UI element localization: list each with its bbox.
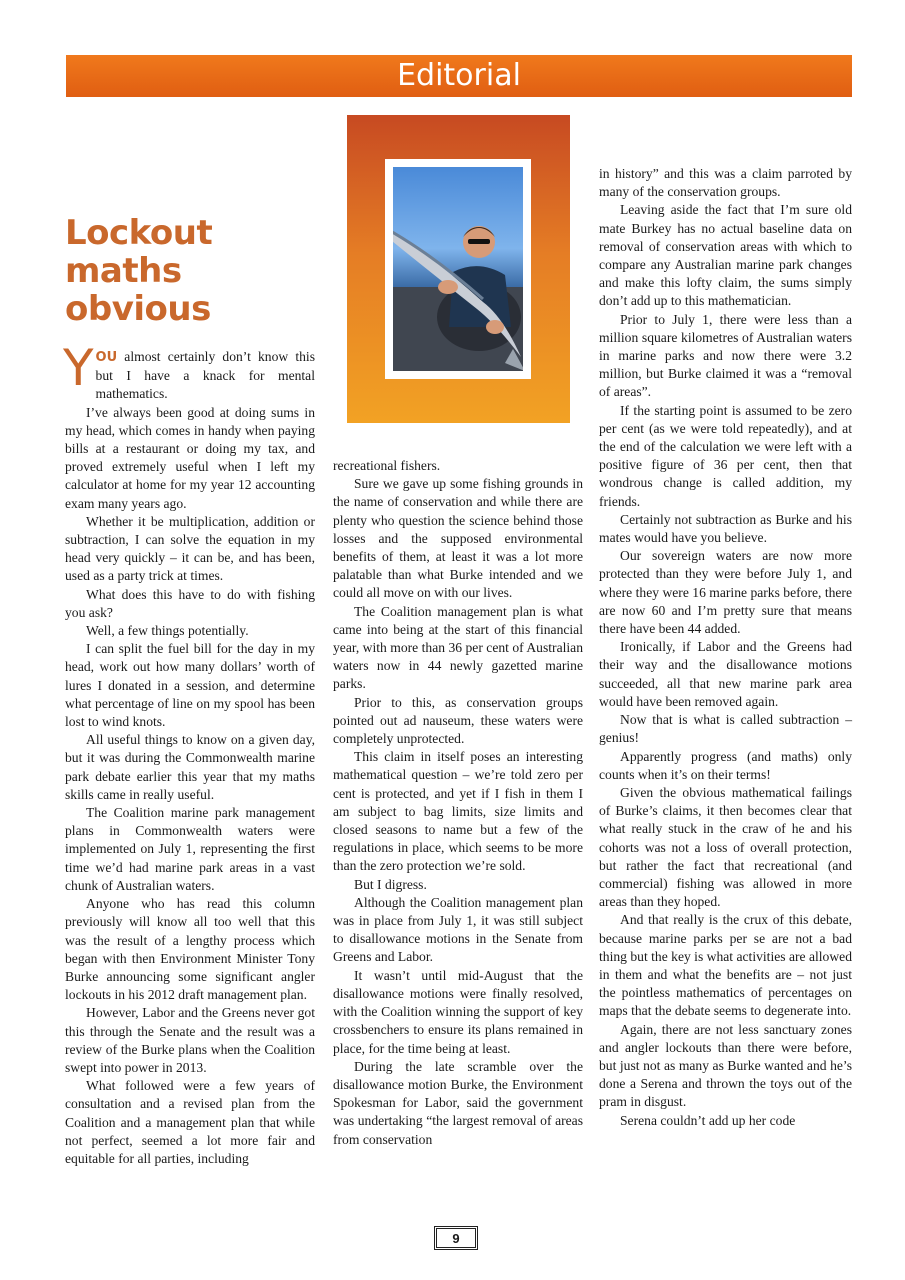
article-paragraph: But I digress.: [354, 876, 427, 892]
article-paragraph: What followed were a few years of consultation and a revised plan from the Coalition and a management plan that while not perfect, seemed a lot more fair and equitable for all parties, including: [65, 1078, 315, 1166]
article-paragraph: Sure we gave up some fishing grounds in the name of conservation and while there are plenty who question the science behind those losses and the supposed environmental benefits of them, at least it was a lot more palatable than what Burke intended and we could all move on with our lives.: [333, 476, 583, 601]
article-paragraph: I can split the fuel bill for the day in my head, work out how many dollars’ worth of lures I donated in a session, and determine what percentage of line on my spool has been lost to wind knots.: [65, 641, 315, 730]
article-paragraph: Serena couldn’t add up her code: [620, 1112, 796, 1128]
headline-line: obvious: [65, 289, 211, 329]
article-paragraph: All useful things to know on a given day, but it was during the Commonwealth marine park debate earlier this year that my maths skills came in really useful.: [65, 732, 315, 802]
article-paragraph: in history” and this was a claim parroted by many of the conservation groups.: [599, 166, 852, 200]
article-paragraph: During the late scramble over the disallowance motion Burke, the Environment Spokesman for Labor, said the government was undertaking “the largest removal of areas from conservation: [333, 1058, 583, 1147]
article-paragraph: Given the obvious mathematical failings of Burke’s claims, it then becomes clear that what really stuck in the craw of he and his cohorts was not a loss of overall protection, but rather the fact that recreational (and commercial) fishing was allowed in more areas than they hoped.: [599, 784, 852, 910]
article-column-1: [63, 339, 315, 1168]
article-paragraph: Again, there are not less sanctuary zones and angler lockouts than there were before, but just not as many as Burke wanted and he’s done a Serena and thrown the toys out of the pram in disgust.: [599, 1021, 852, 1110]
article-paragraph: Although the Coalition management plan was in place from July 1, it was still subject to disallowance motions in the Senate from Greens and Labor.: [333, 894, 583, 965]
article-paragraph: Prior to this, as conservation groups pointed out ad nauseum, these waters were completely unprotected.: [333, 694, 583, 747]
article-column-3: [599, 165, 852, 1130]
article-paragraph: Anyone who has read this column previously will know all too well that this was the result of a lengthy process which began with then Environment Minister Tony Burke announcing some significant angler lockouts in his 2012 draft management plan.: [65, 896, 315, 1003]
photo-illustration-icon: [393, 167, 523, 371]
article-paragraph: What does this have to do with fishing you ask?: [65, 586, 315, 620]
page-number: 9: [436, 1228, 476, 1248]
article-paragraph: Our sovereign waters are now more protected than they were before July 1, and where they were 16 marine parks before, there are now 60 and I’m pretty sure that means there have been 44 added.: [599, 548, 852, 637]
article-paragraph: Apparently progress (and maths) only counts when it’s on their terms!: [599, 748, 852, 782]
article-paragraph: If the starting point is assumed to be zero per cent (as we were told repeatedly), and at the end of the calculation we were left with a positive figure of 36 per cent, then that wondrous change is called addition, my friends.: [599, 402, 852, 509]
article-paragraph: The Coalition marine park management plans in Commonwealth waters were implemented on July 1, representing the first time we’d had marine park areas in a vast chunk of Australian waters.: [65, 805, 315, 893]
article-paragraph: Leaving aside the fact that I’m sure old mate Burkey has no actual baseline data on removal of conservation areas with which to compare any Australian marine park changes and make this lofty claim, the sums simply don’t add up to this mathematician.: [599, 202, 852, 309]
article-paragraph: And that really is the crux of this debate, because marine parks per se are not a bad thing but the key is what activities are allowed in them and what the benefits are – not just the pointless mathematics of percentages on maps that the debate seems to degenerate into.: [599, 912, 852, 1019]
article-paragraph: recreational fishers.: [333, 458, 441, 473]
article-paragraph: This claim in itself poses an interesting mathematical question – we’re told zero per cent is protected, and yet if I fish in them I am subject to bag limits, size limits and closed seasons to name but a few of the regulations in place, which seems to be more than the zero protection we’re sold.: [333, 749, 583, 874]
angler-with-fish-photo: [393, 167, 523, 371]
article-paragraph: Whether it be multiplication, addition or subtraction, I can solve the equation in my head very quickly – it can be, and has been, used as a party trick at times.: [65, 513, 315, 584]
article-column-2: [333, 457, 583, 1149]
article-paragraph: Now that is what is called subtraction – genius!: [599, 712, 852, 746]
article-paragraph: Prior to July 1, there were less than a million square kilometres of Australian waters in marine parks and now there were 3.2 million, but Burke claimed it was a “removal of areas”.: [599, 311, 852, 400]
section-title: Editorial: [397, 58, 521, 93]
drop-cap: Y: [63, 339, 94, 397]
article-paragraph: YOU almost certainly don’t know this but I have a knack for mental mathematics.: [63, 339, 315, 402]
article-paragraph: However, Labor and the Greens never got this through the Senate and the result was a review of the Burke plans when the Coalition swept into power in 2013.: [65, 1005, 315, 1075]
headline-line: maths: [65, 251, 182, 291]
page-number-box: [434, 1226, 478, 1250]
photo-frame: [347, 115, 570, 423]
section-banner: [66, 55, 852, 97]
photo-border: [385, 159, 531, 379]
article-paragraph: The Coalition management plan is what came into being at the start of this financial year, with more than 36 per cent of Australian waters now in 44 newly gazetted marine parks.: [333, 603, 583, 692]
article-headline: [65, 214, 315, 328]
article-paragraph: Well, a few things potentially.: [86, 623, 249, 639]
article-paragraph: It wasn’t until mid-August that the disallowance motions were finally resolved, with the Coalition winning the support of key crossbenchers to ensure its plans remained in place, for the time being at least.: [333, 967, 583, 1056]
article-paragraph: Ironically, if Labor and the Greens had their way and the disallowance motions succeeded, all that new marine park area would have been removed again.: [599, 639, 852, 709]
headline-line: Lockout: [65, 213, 213, 253]
article-paragraph: I’ve always been good at doing sums in my head, which comes in handy when paying bills at a restaurant or doing my tax, and proved extremely useful when I left my calculator at home for my year 12 accounting exam many years ago.: [65, 404, 315, 511]
lead-caps: OU: [95, 350, 118, 365]
article-paragraph: Certainly not subtraction as Burke and his mates would have you believe.: [599, 511, 852, 546]
